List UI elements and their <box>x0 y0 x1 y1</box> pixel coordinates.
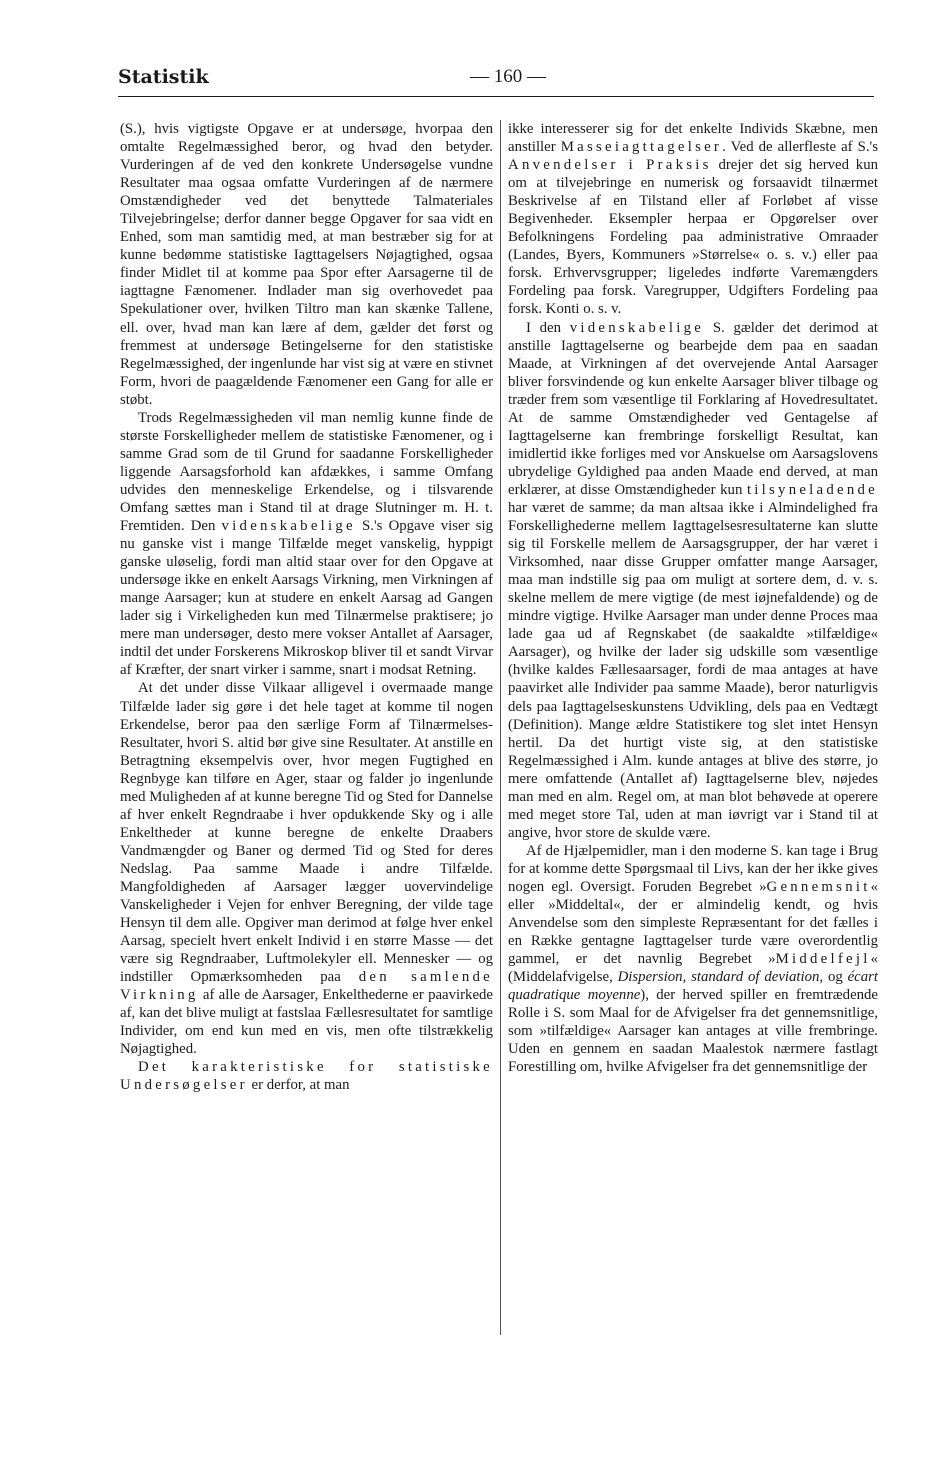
page-number: — 160 — <box>470 66 546 87</box>
spaced-emphasis: tilsyneladende <box>746 481 878 498</box>
running-title: Statistik <box>118 66 209 88</box>
paragraph: At det under disse Vilkaar alligevel i overmaade mange Tilfælde lader sig gøre i det hele taget at komme til nogen Erkendelse, beror paa den særlige Form af Tilnærmelses-Resultater, hvori S. altid bør give sine Resultater. At anstille en Betragtning eksempelvis over, hvor megen Fugtighed en Regnbyge kan tilføre en Ager, staar og falder jo ingenlunde med Muligheden af at kunne beregne Tid og Sted for Dannelse af hver enkelt Regndraabe i hver opdukkende Sky og i alle Enkeltheder at kunne beregne de enkelte Draabers Vandmængder og Baner og dermed Tid og Sted for deres Nedslag. Paa samme Maade i andre Tilfælde. Mangfoldigheden af Aarsager lægger uovervindelige Vanskeligheder i Vejen for enhver Beregning, der vilde tage Hensyn til dem alle. Opgiver man derimod at følge hver enkel Aarsag, specielt hvert enkelt Individ i en større Masse — det være sig Regndraaber, Luftmolekyler ell. Mennesker — og indstiller Opmærksomheden paa den samlende Virkning af alle de Aarsager, Enkelthederne er paavirkede af, kan det blive muligt at fastslaa Fællesresultatet for samtlige Individer, om end kun med en vis, men ofte tilstrækkelig Nøjagtighed. <box>120 680 494 1058</box>
column-divider <box>500 120 501 1335</box>
italic-term: Dispersion, standard of deviation, <box>617 969 824 986</box>
spaced-emphasis: Masseiagttagelser <box>560 139 723 156</box>
spaced-emphasis: videnskabelige <box>221 518 356 535</box>
paragraph: Det karakteristiske for statistiske Undersøgelser er derfor, at man <box>120 1059 493 1094</box>
paragraph: Af de Hjælpemidler, man i den moderne S. kan tage i Brug for at komme dette Spørgsmaal til Livs, kan der her ikke gives nogen egl. Oversigt. Foruden Begrebet »Gennemsnit« eller »Middeltal«, der er almindelig kendt, og hvis Anvendelse som den simpleste Repræsentant for det fælles i en Række gentagne Iagttagelser turde være overordentlig gammel, er det navnlig Begrebet »Middelfejl« (Middelafvigelse, Dispersion, standard of deviation, og écart quadratique moyenne), der herved spiller en fremtrædende Rolle i S. som Maal for de Afvigelser fra det gennemsnitlige, som »tilfældige« Aarsager kan antages at ville frembringe. Uden en gennem en saadan Maalestok nærmere fastlagt Forestilling om, hvilke Afvigelser fra det gennemsnitlige der <box>508 842 878 1076</box>
spaced-emphasis: den samlende Virkning <box>120 969 494 1004</box>
italic-term: écart quadratique moyenne <box>508 969 878 1004</box>
left-column <box>120 120 493 1095</box>
paragraph: Trods Regelmæssigheden vil man nemlig kunne finde de største Forskelligheder mellem de statistiske Fænomener, og i samme Grad som de til Grund for saadanne Forskelligheder liggende Aarsagsforhold kan afdækkes, i samme Omfang udvides den menneskelige Erkendelse, og i tilsvarende Omfang sættes man i Stand til at drage Slutninger m. H. t. Fremtiden. Den videnskabelige S.'s Opgave viser sig nu ganske vist i mange Tilfælde meget vanskelig, hyppigt ganske uløselig, fordi man altid staar over for den Opgave at undersøge ikke en enkelt Aarsags Virkning, men Virkningen af mange Aarsager; kun at studere en enkelt Aarsag ad Gangen lader sig i Virkeligheden kun med Tilnærmelse praktisere; jo mere man undersøger, desto mere vokser Antallet af Aarsager, indtil det under Forskerens Mikroskop bliver til et sandt Virvar af Kræfter, der snart virker i samme, snart i modsat Retning. <box>120 409 493 679</box>
header-rule <box>118 96 874 97</box>
spaced-emphasis: videnskabelige <box>569 319 705 336</box>
paragraph: ikke interesserer sig for det enkelte Individs Skæbne, men anstiller Masseiagttagelser. Ved de allerfleste af S.'s Anvendelser i Praksis drejer det sig herved kun om at tilvejebringe en numerisk og forsaavidt tilnærmet Beskrivelse af en Tilstand eller af Forløbet af visse Begivenheder. Eksempler herpaa er Opgørelser over Befolkningens Fordeling paa administrative Omraader (Landes, Byers, Kommuners »Størrelse« o. s. v.) eller paa forsk. Erhvervsgrupper; ligeledes indførte Varemængders Fordeling paa forsk. Varegrupper, Udgifters Fordeling paa forsk. Konti o. s. v. <box>508 121 878 318</box>
paragraph: I den videnskabelige S. gælder det derimod at anstille Iagttagelserne og bearbejde dem paa en saadan Maade, at Virkningen af det overvejende Antal Aarsager bliver forsvindende og kun enkelte Aarsager bliver tilbage og træder frem som væsentlige til Forklaring af Hovedresultatet. At de samme Omstændigheder ved Gentagelse af Iagttagelserne kan frembringe forskelligt Resultat, kan imidlertid ikke forliges med vor Anskuelse om Aarsagslovens ubrydelige Gyldighed paa anden Maade end derved, at man erklærer, at disse Omstændigheder kun tilsyneladende har været de samme; da man altsaa ikke i Almindelighed fra Forskellighederne mellem Iagttagelsesresultaterne kan slutte sig til Forskelle mellem de Aarsagsgrupper, der har været i Virksomhed, naar disse Grupper omfatter mange Aarsager, maa man indstille sig paa om muligt at sortere dem, d. v. s. skelne mellem de mere vigtige (de mest iøjnefaldende) og de mindre vigtige. Hvilke Aarsager man under denne Proces maa lade gaa ud af Regnskabet (de saakaldte »tilfældige« Aarsager), og hvilke der lader sig udskille som væsentlige (hvilke kaldes Fællesaarsager, fordi de maa antages at have paavirket alle Individer paa samme Maade), beror naturligvis dels paa Iagttagelseskunstens Udvikling, dels paa en Vedtægt (Definition). Mange ældre Statistikere tog slet intet Hensyn hertil. Da det hurtigt viste sig, at den statistiske Regelmæssighed i Alm. kunde antages at blive des større, jo mere omfattende (Antallet af) Iagttagelserne blev, nøjedes man med en alm. Regel om, at man blot behøvede at operere med meget store Tal, uden at man iøvrigt var i Stand til at angive, hvor store de skulde være. <box>508 319 878 841</box>
spaced-emphasis: Anvendelser i Praksis <box>508 157 712 174</box>
spaced-emphasis: Det karakteristiske for statistiske Undersøgelser <box>120 1059 493 1094</box>
spaced-emphasis: Gennemsnit <box>766 878 871 895</box>
paragraph: (S.), hvis vigtigste Opgave er at undersøge, hvorpaa den omtalte Regelmæssighed beror, og hvad den betyder. Vurderingen af de ved den konkrete Undersøgelse vundne Resultater maa ogsaa omfatte Vurderingen af de nærmere Omstændigheder ved det benyttede Talmateriales Tilvejebringelse; derfor danner begge Opgaver for saa vidt en Enhed, som man samtidig med, at man bestræber sig for at kunne bedømme statistiske Iagttagelsers Nøjagtighed, ogsaa finder Midlet til at komme paa Spor efter Aarsagerne til de iagttagne Fænomener. Indlader man sig overhovedet paa Spekulationer over, hvilken Tiltro man kan skænke Tallene, ell. over, hvad man kan lære af dem, gælder det først og fremmest at undersøge Betingelserne for den statistiske Regelmæssighed, der ingenlunde har vist sig at være en stivnet Form, hvori de paagældende Fænomener een Gang for alle er støbt. <box>120 121 493 408</box>
spaced-emphasis: Middelfejl <box>775 951 871 968</box>
right-column <box>508 120 878 1076</box>
page-header <box>118 66 874 96</box>
